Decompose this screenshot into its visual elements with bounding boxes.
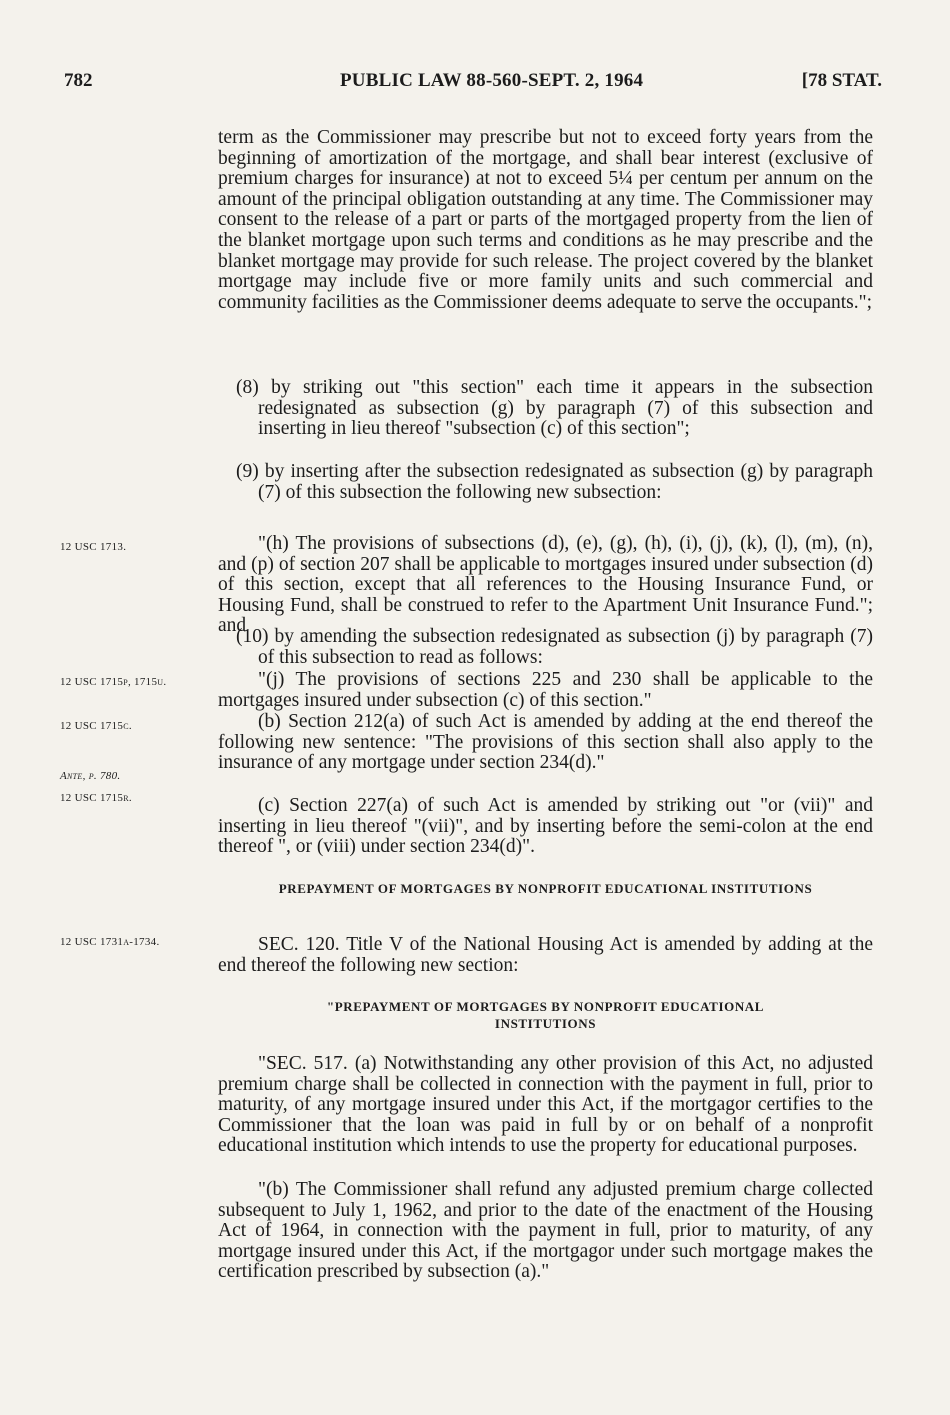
margin-note: 12 USC 1731a-1734.: [60, 936, 160, 948]
margin-note: 12 USC 1715c.: [60, 720, 132, 732]
paragraph: (10) by amending the subsection redesignated as subsection (j) by paragraph (7) of this subsection to read as follows:: [236, 626, 873, 668]
text-block: [218, 712, 873, 774]
paragraph: "(b) The Commissioner shall refund any adjusted premium charge collected subsequent to July 1, 1962, and prior to the date of the enactment of the Housing Act of 1964, in connection with the payment in full, prior to maturity, of any mortgage insured under this Act, if the mortgagor under such mortgage makes the certification prescribed by subsection (a).": [218, 1179, 873, 1283]
page-title: PUBLIC LAW 88-560-SEPT. 2, 1964: [340, 70, 644, 91]
paragraph: (c) Section 227(a) of such Act is amended by striking out "or (vii)" and inserting in lieu thereof "(vii)", and by inserting before the semi-colon at the end thereof ", or (viii) under section 234(d)".: [218, 795, 873, 858]
text-block: [218, 1054, 873, 1157]
section-heading: PREPAYMENT OF MORTGAGES BY NONPROFIT EDUCATIONAL INSTITUTIONS: [278, 881, 813, 896]
paragraph: (8) by striking out "this section" each time it appears in the subsection redesignated as subsection (g) by paragraph (7) of this subsection and inserting in lieu thereof "subsection (c) of this section";: [236, 377, 873, 440]
text-block: [218, 796, 873, 858]
margin-note: 12 USC 1715p, 1715u.: [60, 676, 167, 688]
text-block: [218, 627, 873, 668]
margin-note: 12 USC 1715r.: [60, 792, 132, 804]
paragraph: "(j) The provisions of sections 225 and 230 shall be applicable to the mortgages insured under subsection (c) of this section.": [218, 669, 873, 711]
section-heading-block: [218, 880, 873, 897]
text-block: [218, 462, 873, 503]
paragraph: (9) by inserting after the subsection redesignated as subsection (g) by paragraph (7) of this subsection the following new subsection:: [236, 461, 873, 503]
paragraph: SEC. 120. Title V of the National Housing Act is amended by adding at the end thereof the following new section:: [218, 934, 873, 976]
paragraph: (b) Section 212(a) of such Act is amended by adding at the end thereof the following new sentence: "The provisions of this section shall also apply to the insurance of any mortgage under section 234(d).": [218, 711, 873, 774]
text-block: [218, 378, 873, 440]
paragraph: "SEC. 517. (a) Notwithstanding any other provision of this Act, no adjusted premium charge shall be collected in connection with the payment in full, prior to maturity, of any mortgage insured under this Act, if the mortgagor certifies to the Commissioner that the loan was paid in full by or on behalf of a nonprofit educational institution which intends to use the property for educational purposes.: [218, 1053, 873, 1157]
text-block: [218, 128, 873, 313]
margin-note: Ante, p. 780.: [60, 770, 121, 782]
section-heading: "PREPAYMENT OF MORTGAGES BY NONPROFIT EDUCATIONAL INSTITUTIONS: [326, 999, 765, 1031]
paragraph: term as the Commissioner may prescribe but not to exceed forty years from the beginning of amortization of the mortgage, and shall bear interest (exclusive of premium charges for insurance) at not to exceed 5¼ per centum per annum on the amount of the principal obligation outstanding at any time. The Commissioner may consent to the release of a part or parts of the mortgaged property from the lien of the blanket mortgage upon such terms and conditions as he may prescribe and the blanket mortgage may provide for such release. The project covered by the blanket mortgage may include five or more family units and such commercial and community facilities as the Commissioner deems adequate to serve the occupants.";: [218, 127, 873, 313]
text-block: [218, 534, 873, 637]
section-heading-block: [218, 998, 873, 1032]
statute-reference: [78 STAT.: [801, 70, 882, 91]
text-block: [218, 935, 873, 976]
text-block: [218, 670, 873, 711]
page-number: 782: [64, 70, 93, 91]
text-block: [218, 1180, 873, 1283]
paragraph: "(h) The provisions of subsections (d), (e), (g), (h), (i), (j), (k), (l), (m), (n), and (p) of section 207 shall be applicable to mortgages insured under subsection (d) of this section, except that all references to the Housing Insurance Fund, or Housing Fund, shall be construed to refer to the Apartment Unit Insurance Fund."; and: [218, 533, 873, 637]
page-header: [0, 70, 950, 100]
margin-note: 12 USC 1713.: [60, 541, 127, 553]
